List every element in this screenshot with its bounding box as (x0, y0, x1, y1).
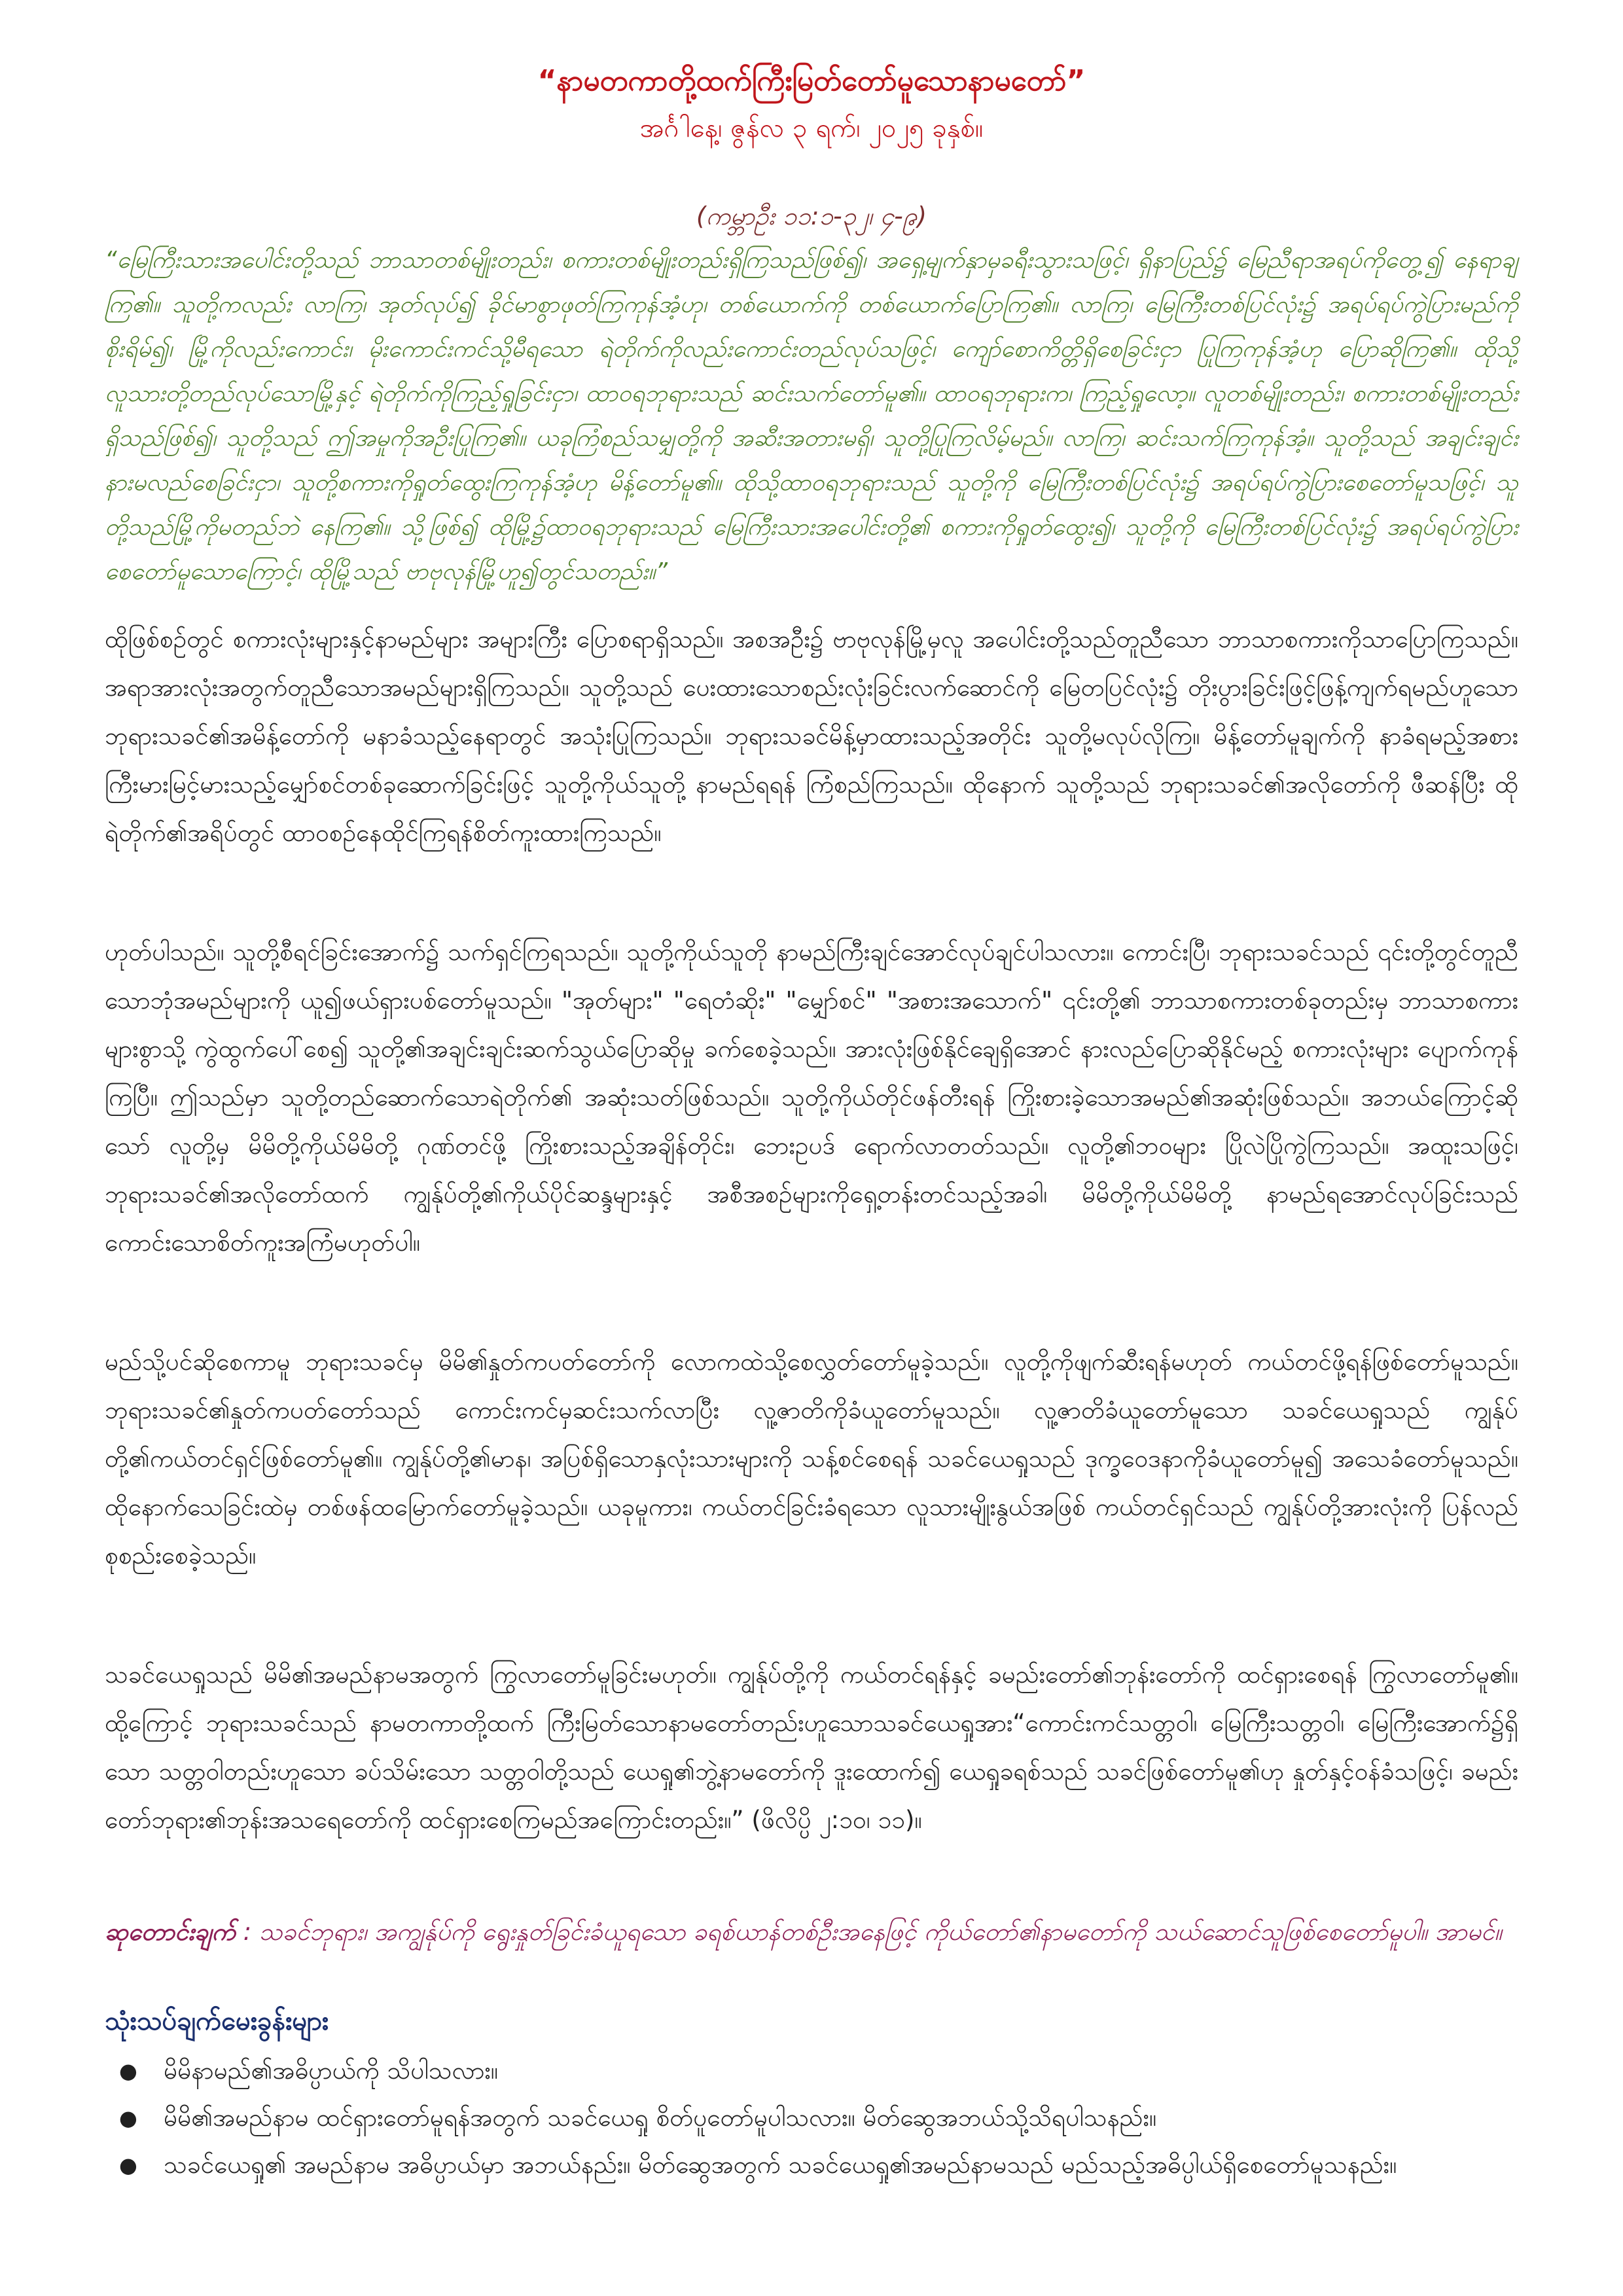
paragraph-1: ထိုဖြစ်စဉ်တွင် စကားလုံးများနှင့်နာမည်များ အများကြီး ပြောစရာရှိသည်။ အစအဦး၌ ဗာဗုလုန်မြို့မှလူ အပေါင်းတို့သည်တူညီသော ဘာသာစကားကိုသာပြောကြသည်။ အရာအားလုံးအတွက်တူညီသောအမည်များရှိကြသည်။ သူတို့သည် ပေးထားသောစည်းလုံးခြင်းလက်ဆောင်ကို မြေတပြင်လုံး၌ တိုးပွားခြင်းဖြင့်ဖြန့်ကျက်ရမည်ဟူသော ဘုရားသခင်၏အမိန့်တော်ကို မနာခံသည့်နေရာတွင် အသုံးပြုကြသည်။ ဘုရားသခင်မိန့်မှာထားသည့်အတိုင်း သူတို့မလုပ်လိုကြ။ မိန့်တော်မူချက်ကို နာခံရမည့်အစား ကြီးမားမြင့်မားသည့်မျှော်စင်တစ်ခုဆောက်ခြင်းဖြင့် သူတို့ကိုယ်သူတို့ နာမည်ရရန် ကြံစည်ကြသည်။ ထိုနောက် သူတို့သည် ဘုရားသခင်၏အလိုတော်ကို ဖီဆန်ပြီး ထိုရဲတိုက်၏အရိပ်တွင် ထာဝစဉ်နေထိုင်ကြရန်စိတ်ကူးထားကြသည်။ (105, 625, 1518, 847)
page-title: “နာမတကာတို့ထက်ကြီးမြတ်တော်မူသောနာမတော်” (537, 64, 1086, 98)
scripture-reference: (ကမ္ဘာဦး ၁၁:၁-၃၂၊ ၄-၉) (696, 202, 927, 230)
list-item (105, 2094, 1518, 2142)
questions-list (105, 2047, 1518, 2189)
scripture-quote: “မြေကြီးသားအပေါင်းတို့သည် ဘာသာတစ်မျိုးတည်း၊ စကားတစ်မျိုးတည်းရှိကြသည်ဖြစ်၍၊ အရှေ့မျက်နှာမှခရီးသွားသဖြင့်၊ ရှိနာပြည်၌ မြေညီရာအရပ်ကိုတွေ့၍ နေရာချကြ၏။ သူတို့ကလည်း လာကြ၊ အုတ်လုပ်၍ ခိုင်မာစွာဖုတ်ကြကုန်အံ့ဟု၊ တစ်ယောက်ကို တစ်ယောက်ပြောကြ၏။ လာကြ၊ မြေကြီးတစ်ပြင်လုံး၌ အရပ်ရပ်ကွဲပြားမည်ကိုစိုးရိမ်၍၊ မြို့ကိုလည်းကောင်း၊ မိုးကောင်းကင်သို့မီရသော ရဲတိုက်ကိုလည်းကောင်းတည်လုပ်သဖြင့်၊ ကျော်စောကိတ္တိရှိစေခြင်းငှာ ပြုကြကုန်အံ့ဟု ပြောဆိုကြ၏။ ထိုသို့ လူသားတို့တည်လုပ်သောမြို့နှင့် ရဲတိုက်ကိုကြည့်ရှုခြင်းငှာ၊ ထာဝရဘုရားသည် ဆင်းသက်တော်မူ၏။ ထာဝရဘုရားက၊ ကြည့်ရှုလော့။ လူတစ်မျိုးတည်း၊ စကားတစ်မျိုးတည်းရှိသည်ဖြစ်၍၊ သူတို့သည် ဤအမှုကိုအဦးပြုကြ၏။ ယခုကြံစည်သမျှတို့ကို အဆီးအတားမရှိ၊ သူတို့ပြုကြလိမ့်မည်။ လာကြ၊ ဆင်းသက်ကြကုန်အံ့။ သူတို့သည် အချင်းချင်းနားမလည်စေခြင်းငှာ၊ သူတို့စကားကိုရှုတ်ထွေးကြကုန်အံ့ဟု မိန့်တော်မူ၏။ ထိုသို့ထာဝရဘုရားသည် သူတို့ကို မြေကြီးတစ်ပြင်လုံး၌ အရပ်ရပ်ကွဲပြားစေတော်မူသဖြင့်၊ သူတို့သည်မြို့ကိုမတည်ဘဲ နေကြ၏။ သို့ဖြစ်၍ ထိုမြို့၌ထာဝရဘုရားသည် မြေကြီးသားအပေါင်းတို့၏ စကားကိုရှုတ်ထွေး၍၊ သူတို့ကို မြေကြီးတစ်ပြင်လုံး၌ အရပ်ရပ်ကွဲပြားစေတော်မူသောကြောင့်၊ ထိုမြို့သည် ဗာဗုလုန်မြို့ဟူ၍တွင်သတည်း။” (105, 247, 1518, 585)
prayer-block (105, 1909, 1518, 1956)
question-text: သခင်ယေရှု၏ အမည်နာမ အဓိပ္ပာယ်မှာ အဘယ်နည်း။ မိတ်ဆွေအတွက် သခင်ယေရှု၏အမည်နာမသည် မည်သည့်အဓိပ္ပါယ်ရှိစေတော်မူသနည်း။ (164, 2151, 1397, 2179)
question-text: မိမိ၏အမည်နာမ ထင်ရှားတော်မူရန်အတွက် သခင်ယေရှု စိတ်ပူတော်မူပါသလား။ မိတ်ဆွေအဘယ်သို့သိရပါသနည်း။ (164, 2104, 1157, 2132)
paragraph-4: သခင်ယေရှုသည် မိမိ၏အမည်နာမအတွက် ကြွလာတော်မူခြင်းမဟုတ်။ ကျွန်ုပ်တို့ကို ကယ်တင်ရန်နှင့် ခမည်းတော်၏ဘုန်းတော်ကို ထင်ရှားစေရန် ကြွလာတော်မူ၏။ ထို့ကြောင့် ဘုရားသခင်သည် နာမတကာတို့ထက် ကြီးမြတ်သောနာမတော်တည်းဟူသောသခင်ယေရှုအား“ကောင်းကင်သတ္တဝါ၊ မြေကြီးသတ္တဝါ၊ မြေကြီးအောက်၌ရှိသော သတ္တဝါတည်းဟူသော ခပ်သိမ်းသော သတ္တဝါတို့သည် ယေရှု၏ဘွဲ့နာမတော်ကို ဒူးထောက်၍ ယေရှုခရစ်သည် သခင်ဖြစ်တော်မူ၏ဟု နှုတ်နှင့်ဝန်ခံသဖြင့်၊ ခမည်းတော်ဘုရား၏ဘုန်းအသရေတော်ကို ထင်ရှားစေကြမည်အကြောင်းတည်း။” (ဖိလိပ္ပိ ၂:၁၀၊ ၁၁)။ (105, 1660, 1518, 1834)
questions-heading: သုံးသပ်ချက်မေးခွန်းများ (105, 2006, 329, 2036)
bullet-dot-icon: ● (119, 2058, 137, 2083)
prayer-separator: : (235, 1918, 259, 1946)
list-item (105, 2047, 1518, 2094)
question-text: မိမိနာမည်၏အဓိပ္ပာယ်ကို သိပါသလား။ (164, 2056, 499, 2085)
bullet-dot-icon: ● (119, 2106, 137, 2130)
prayer-text: သခင်ဘုရား၊ အကျွန်ုပ်ကို ရွေးနှုတ်ခြင်းခံယူရသော ခရစ်ယာန်တစ်ဦးအနေဖြင့် ကိုယ်တော်၏နာမတော်ကို သယ်ဆောင်သူဖြစ်စေတော်မူပါ။ အာမင်။ (259, 1918, 1502, 1946)
list-item (105, 2142, 1518, 2189)
prayer-label: ဆုတောင်းချက် (105, 1918, 236, 1946)
paragraph-2: ဟုတ်ပါသည်။ သူတို့စီရင်ခြင်းအောက်၌ သက်ရှင်ကြရသည်။ သူတို့ကိုယ်သူတို နာမည်ကြီးချင်အောင်လုပ်ချင်ပါသလား။ ကောင်းပြီ၊ ဘုရားသခင်သည် ၎င်းတို့တွင်တူညီသောဘုံအမည်များကို ယူ၍ဖယ်ရှားပစ်တော်မူသည်။ "အုတ်များ" "ရေတံဆိုး" "မျှော်စင်" "အစားအသောက်" ၎င်းတို့၏ ဘာသာစကားတစ်ခုတည်းမှ ဘာသာစကားများစွာသို့ ကွဲထွက်ပေါ်စေ၍ သူတို့၏အချင်းချင်းဆက်သွယ်ပြောဆိုမှု ခက်စေခဲ့သည်။ အားလုံးဖြစ်နိုင်ချေရှိအောင် နားလည်ပြောဆိုနိုင်မည့် စကားလုံးများ ပျောက်ကုန်ကြပြီ။ ဤသည်မှာ သူတို့တည်ဆောက်သောရဲတိုက်၏ အဆုံးသတ်ဖြစ်သည်။ သူတို့ကိုယ်တိုင်ဖန်တီးရန် ကြိုးစားခဲ့သောအမည်၏အဆုံးဖြစ်သည်။ အဘယ်ကြောင့်ဆိုသော် လူတို့မှ မိမိတို့ကိုယ်မိမိတို့ ဂုဏ်တင်ဖို့ ကြိုးစားသည့်အချိန်တိုင်း၊ ဘေးဥပဒ် ရောက်လာတတ်သည်။ လူတို့၏ဘဝများ ပြိုလဲပြိုကွဲကြသည်။ အထူးသဖြင့်၊ ဘုရားသခင်၏အလိုတော်ထက် ကျွန်ုပ်တို့၏ကိုယ်ပိုင်ဆန္ဒများနှင့် အစီအစဉ်များကိုရှေ့တန်းတင်သည့်အခါ၊ မိမိတို့ကိုယ်မိမိတို့ နာမည်ရအောင်လုပ်ခြင်းသည် ကောင်းသောစိတ်ကူးအကြံမဟုတ်ပါ။ (105, 938, 1518, 1257)
bullet-dot-icon: ● (119, 2153, 137, 2178)
paragraph-3: မည်သို့ပင်ဆိုစေကာမူ ဘုရားသခင်မှ မိမိ၏နှုတ်ကပတ်တော်ကို လောကထဲသို့စေလွှတ်တော်မူခဲ့သည်။ လူတို့ကိုဖျက်ဆီးရန်မဟုတ် ကယ်တင်ဖို့ရန်ဖြစ်တော်မူသည်။ ဘုရားသခင်၏နှုတ်ကပတ်တော်သည် ကောင်းကင်မှဆင်းသက်လာပြီး လူ့ဇာတိကိုခံယူတော်မူသည်။ လူ့ဇာတိခံယူတော်မူသော သခင်ယေရှုသည် ကျွန်ုပ်တို့၏ကယ်တင်ရှင်ဖြစ်တော်မူ၏။ ကျွန်ုပ်တို့၏မာန၊ အပြစ်ရှိသောနှလုံးသားများကို သန့်စင်စေရန် သခင်ယေရှုသည် ဒုက္ခဝေဒနာကိုခံယူတော်မူ၍ အသေခံတော်မူသည်။ ထိုနောက်သေခြင်းထဲမှ တစ်ဖန်ထမြောက်တော်မူခဲ့သည်။ ယခုမူကား၊ ကယ်တင်ခြင်းခံရသော လူသားမျိုးနွယ်အဖြစ် ကယ်တင်ရှင်သည် ကျွန်ုပ်တို့အားလုံးကို ပြန်လည်စုစည်းစေခဲ့သည်။ (105, 1348, 1518, 1570)
page-date: အင်္ဂါနေ့၊ ဇွန်လ ၃ ရက်၊ ၂၀၂၅ ခုနှစ်။ (639, 113, 984, 143)
